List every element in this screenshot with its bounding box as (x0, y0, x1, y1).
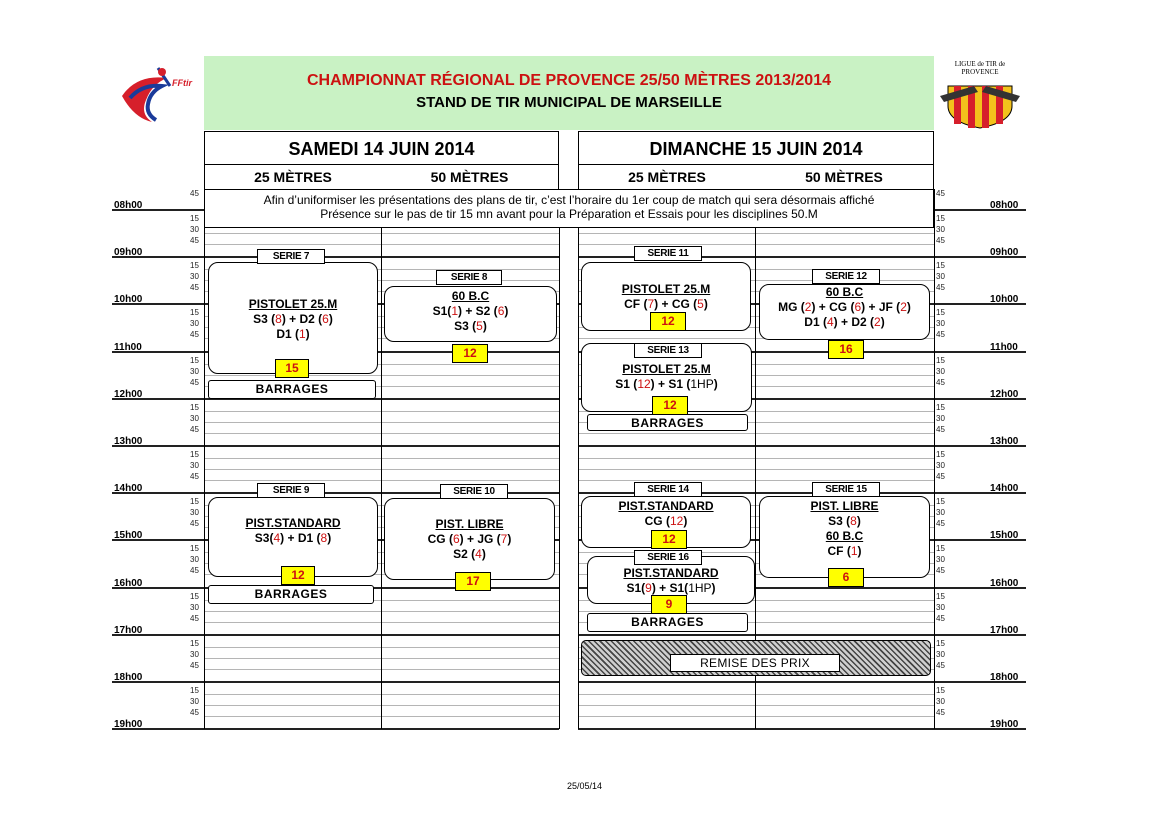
hour-label-right: 10h00 (990, 294, 1019, 306)
minute-tick-left: 30 (190, 225, 199, 234)
minute-tick-right: 30 (936, 366, 945, 376)
event-line: S1 (12) + S1 (1HP) (615, 377, 718, 391)
minute-tick-right: 45 (936, 472, 945, 481)
serie-label-15: SERIE 15 (812, 482, 880, 497)
event-title: PIST. LIBRE (435, 517, 504, 531)
minute-tick-right: 15 (936, 591, 945, 601)
hour-label-right: 08h00 (990, 200, 1019, 211)
hour-label-left: 16h00 (114, 577, 143, 589)
event-line: S2 (4) (453, 547, 486, 561)
minute-tick-left: 15 (190, 591, 199, 601)
hour-line (578, 445, 1026, 447)
barrages-sun-morning: BARRAGES (587, 414, 748, 431)
col-header-sat-50m: 50 MÈTRES (381, 165, 559, 190)
minute-tick-left: 30 (190, 461, 199, 470)
event-line: S3(4) + D1 (8) (254, 531, 332, 545)
minute-tick-right: 45 (936, 189, 945, 198)
minute-tick-left: 45 (190, 566, 199, 576)
footer-date: 25/05/14 (566, 781, 603, 791)
barrages-sat-afternoon: BARRAGES (208, 585, 374, 604)
quarter-line (578, 433, 934, 434)
minute-tick-right: 45 (936, 613, 945, 623)
minute-tick-right: 45 (936, 377, 945, 387)
barrages-sat-morning: BARRAGES (208, 380, 376, 399)
event-line: CG (12) (644, 514, 688, 528)
col-header-sat-25m: 25 MÈTRES (204, 165, 382, 190)
col-header-sun-50m: 50 MÈTRES (755, 165, 934, 190)
column-divider (578, 189, 579, 729)
minute-tick-left: 15 (190, 544, 199, 554)
hour-label-left: 18h00 (114, 672, 143, 683)
minute-tick-left: 30 (190, 555, 199, 565)
col-header-sun-25m: 25 MÈTRES (578, 165, 756, 190)
page-subtitle: STAND DE TIR MUNICIPAL DE MARSEILLE (416, 94, 722, 111)
minute-tick-right: 30 (936, 319, 945, 329)
badge-serie-13: 12 (652, 396, 688, 415)
minute-tick-right: 15 (936, 450, 945, 459)
quarter-line (578, 705, 934, 706)
hour-line (112, 256, 559, 258)
event-title: PISTOLET 25.M (248, 297, 338, 311)
hour-label-right: 14h00 (990, 483, 1019, 495)
minute-tick-right: 30 (936, 602, 945, 612)
column-divider (204, 189, 205, 729)
day-header-sunday: DIMANCHE 15 JUIN 2014 (578, 131, 934, 165)
minute-tick-right: 15 (936, 355, 945, 365)
hour-label-left: 12h00 (114, 388, 143, 400)
badge-serie-14: 12 (651, 530, 687, 549)
minute-tick-left: 30 (190, 602, 199, 612)
event-title: PIST.STANDARD (618, 499, 714, 513)
minute-tick-left: 30 (190, 366, 199, 376)
quarter-line (578, 244, 934, 245)
minute-tick-right: 15 (936, 638, 945, 648)
event-serie-12 (759, 284, 930, 340)
hour-label-left: 10h00 (114, 294, 143, 306)
badge-serie-12: 16 (828, 340, 864, 359)
ligue-logo-text: LIGUE de TIR de PROVENCE (954, 60, 1006, 76)
badge-serie-16: 9 (651, 595, 687, 614)
event-line: S3 (5) (454, 319, 487, 333)
serie-label-16: SERIE 16 (634, 550, 702, 565)
minute-tick-left: 15 (190, 214, 199, 223)
notice-line-1: Afin d’uniformiser les présentations des plans de tir, c’est l’horaire du 1er coup de match qui sera désormais affiché (263, 193, 875, 207)
badge-serie-9: 12 (281, 566, 315, 585)
hour-label-right: 13h00 (990, 436, 1019, 447)
minute-tick-right: 45 (936, 330, 945, 340)
event-title: 60 B.C (825, 285, 864, 299)
minute-tick-right: 45 (936, 519, 945, 529)
minute-tick-left: 30 (190, 697, 199, 706)
minute-tick-left: 15 (190, 355, 199, 365)
minute-tick-left: 45 (190, 283, 199, 293)
event-line: S1(1) + S2 (6) (432, 304, 509, 318)
hour-label-right: 18h00 (990, 672, 1019, 683)
event-title: 60 B.C (451, 289, 490, 303)
hour-label-right: 16h00 (990, 577, 1019, 589)
hour-label-left: 15h00 (114, 530, 143, 542)
minute-tick-left: 15 (190, 450, 199, 459)
minute-tick-left: 15 (190, 402, 199, 412)
event-serie-9 (208, 497, 378, 577)
minute-tick-left: 15 (190, 497, 199, 507)
event-serie-7 (208, 262, 378, 374)
day-header-saturday: SAMEDI 14 JUIN 2014 (204, 131, 559, 165)
minute-tick-left: 45 (190, 519, 199, 529)
hour-label-right: 19h00 (990, 719, 1019, 731)
event-line: D1 (1) (276, 327, 310, 341)
hour-label-left: 09h00 (114, 247, 143, 259)
serie-label-11: SERIE 11 (634, 246, 702, 261)
badge-serie-15: 6 (828, 568, 864, 587)
event-line: CG (6) + JG (7) (427, 532, 512, 546)
minute-tick-right: 30 (936, 649, 945, 659)
fftir-logo-text: FFtir (172, 78, 192, 88)
minute-tick-left: 45 (190, 424, 199, 434)
event-title: PISTOLET 25.M (621, 282, 711, 296)
minute-tick-right: 30 (936, 508, 945, 518)
prize-ceremony-label: REMISE DES PRIX (670, 654, 840, 672)
barrages-sun-afternoon: BARRAGES (587, 613, 748, 632)
hour-line (112, 681, 559, 683)
event-serie-15 (759, 496, 930, 578)
event-title: PIST.STANDARD (245, 516, 341, 530)
minute-tick-left: 45 (190, 708, 199, 717)
minute-tick-left: 45 (190, 189, 199, 198)
event-line: CF (7) + CG (5) (624, 297, 708, 311)
notice-box (204, 189, 934, 228)
minute-tick-left: 45 (190, 472, 199, 481)
hour-label-left: 14h00 (114, 483, 143, 495)
minute-tick-left: 30 (190, 319, 199, 329)
serie-label-14: SERIE 14 (634, 482, 702, 497)
column-divider (559, 189, 560, 729)
minute-tick-right: 15 (936, 544, 945, 554)
quarter-line (578, 458, 934, 459)
event-serie-8 (384, 286, 557, 342)
minute-tick-left: 15 (190, 686, 199, 695)
quarter-line (578, 469, 934, 470)
minute-tick-left: 45 (190, 613, 199, 623)
column-divider (381, 189, 382, 729)
page-title: CHAMPIONNAT RÉGIONAL DE PROVENCE 25/50 MÈTRES 2013/2014 (307, 72, 831, 89)
event-title: PIST. LIBRE (810, 499, 879, 513)
event-title: PIST.STANDARD (623, 566, 719, 580)
minute-tick-right: 15 (936, 261, 945, 271)
serie-label-12: SERIE 12 (812, 269, 880, 284)
hour-line (112, 634, 559, 636)
serie-label-7: SERIE 7 (257, 249, 325, 264)
notice-line-2: Présence sur le pas de tir 15 mn avant pour la Préparation et Essais pour les disciplines 50.M (320, 207, 818, 221)
hour-line (578, 728, 1026, 730)
hour-label-left: 19h00 (114, 719, 143, 731)
serie-label-8: SERIE 8 (436, 270, 502, 285)
minute-tick-right: 45 (936, 424, 945, 434)
hour-label-left: 17h00 (114, 624, 143, 636)
hour-label-left: 13h00 (114, 436, 143, 447)
minute-tick-left: 45 (190, 377, 199, 387)
hour-line (578, 681, 1026, 683)
badge-serie-11: 12 (650, 312, 686, 331)
event-line: MG (2) + CG (6) + JF (2) (778, 300, 911, 314)
minute-tick-right: 30 (936, 413, 945, 423)
minute-tick-right: 30 (936, 555, 945, 565)
minute-tick-left: 15 (190, 638, 199, 648)
badge-serie-7: 15 (275, 359, 309, 378)
hour-label-left: 11h00 (114, 341, 142, 353)
hour-label-right: 11h00 (990, 341, 1018, 353)
minute-tick-right: 30 (936, 272, 945, 282)
hour-label-left: 08h00 (114, 200, 143, 211)
minute-tick-right: 45 (936, 283, 945, 293)
minute-tick-right: 45 (936, 708, 945, 717)
event-serie-10 (384, 498, 555, 580)
event-line: S3 (8) + D2 (6) (253, 312, 333, 326)
serie-label-10: SERIE 10 (440, 484, 508, 499)
minute-tick-right: 45 (936, 660, 945, 670)
event-line: S3 (8) (828, 514, 861, 528)
minute-tick-right: 15 (936, 308, 945, 318)
hour-line (112, 728, 559, 730)
minute-tick-right: 15 (936, 402, 945, 412)
quarter-line (578, 716, 934, 717)
badge-serie-10: 17 (455, 572, 491, 591)
minute-tick-right: 15 (936, 686, 945, 695)
event-line: S1(9) + S1(1HP) (626, 581, 716, 595)
minute-tick-right: 45 (936, 236, 945, 245)
quarter-line (578, 694, 934, 695)
hour-line (112, 445, 559, 447)
minute-tick-left: 30 (190, 413, 199, 423)
minute-tick-left: 30 (190, 272, 199, 282)
minute-tick-left: 45 (190, 236, 199, 245)
hour-label-right: 09h00 (990, 247, 1019, 259)
minute-tick-left: 45 (190, 660, 199, 670)
quarter-line (578, 233, 934, 234)
serie-label-9: SERIE 9 (257, 483, 325, 498)
minute-tick-left: 45 (190, 330, 199, 340)
hour-label-right: 15h00 (990, 530, 1019, 542)
badge-serie-8: 12 (452, 344, 488, 363)
minute-tick-left: 15 (190, 308, 199, 318)
hour-label-right: 12h00 (990, 388, 1019, 400)
minute-tick-left: 30 (190, 508, 199, 518)
minute-tick-right: 45 (936, 566, 945, 576)
quarter-line (578, 480, 934, 481)
minute-tick-right: 30 (936, 697, 945, 706)
hour-label-right: 17h00 (990, 624, 1019, 636)
event-line: 60 B.C (825, 529, 864, 543)
hour-line (578, 634, 1026, 636)
minute-tick-right: 30 (936, 461, 945, 470)
event-line: CF (1) (827, 544, 862, 558)
minute-tick-left: 30 (190, 649, 199, 659)
minute-tick-right: 15 (936, 497, 945, 507)
serie-label-13: SERIE 13 (634, 343, 702, 358)
quarter-line (578, 611, 934, 612)
minute-tick-right: 30 (936, 225, 945, 234)
minute-tick-right: 15 (936, 214, 945, 223)
event-title: PISTOLET 25.M (622, 362, 711, 376)
column-divider (934, 189, 935, 729)
event-line: D1 (4) + D2 (2) (804, 315, 885, 329)
minute-tick-left: 15 (190, 261, 199, 271)
